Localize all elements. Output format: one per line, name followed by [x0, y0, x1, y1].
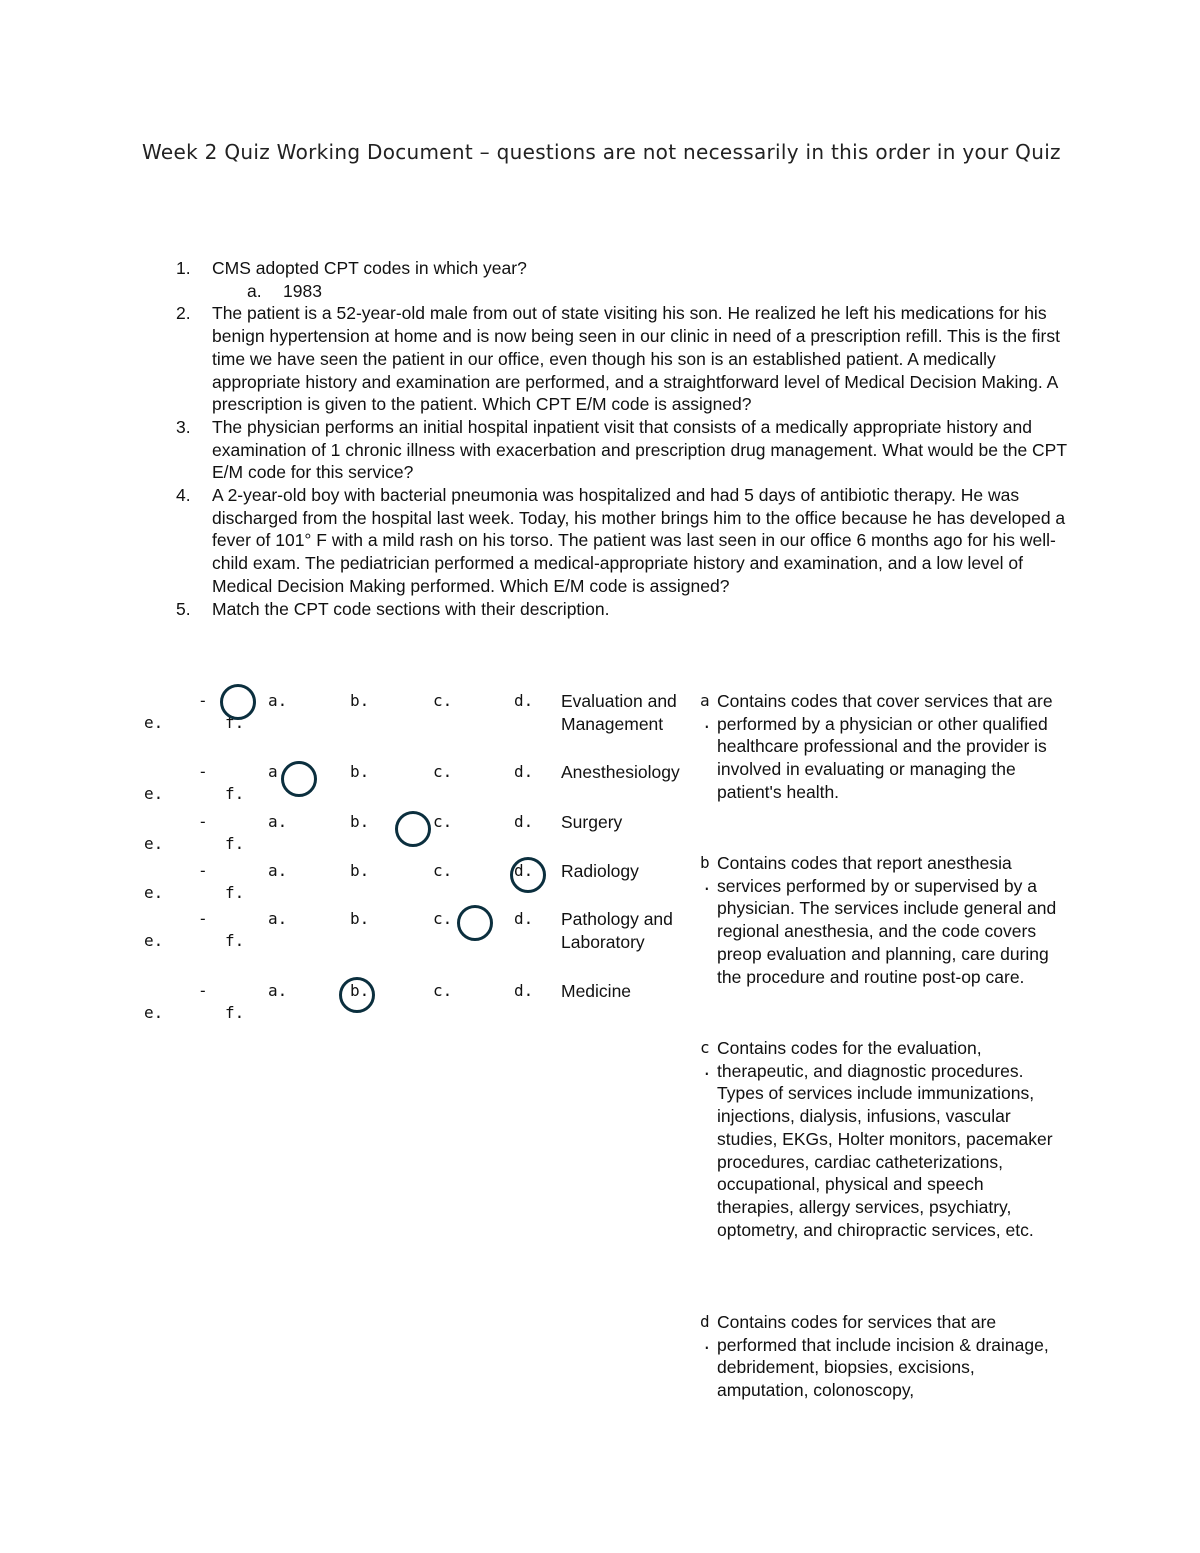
question-text: The physician performs an initial hospital inpatient visit that consists of a medically appropriate history and examination of 1 chronic illness with exacerbation and prescription drug management. What would be the CPT E/M code for this service?: [212, 416, 1067, 483]
option-c[interactable]: c.: [433, 691, 453, 710]
question-number: 3.: [176, 416, 191, 437]
option-dash: -: [198, 812, 208, 831]
question-number: 1.: [176, 258, 191, 278]
question-5: [0, 598, 1072, 621]
matching-row: [0, 761, 700, 811]
answer-text: 1983: [283, 280, 322, 301]
section-term: Medicine: [561, 981, 632, 1001]
description-text: Contains codes for services that are performed that include incision & drainage, debridement, biopsies, excisions, amputation, colonoscopy,: [717, 1312, 1049, 1401]
selection-circle: [457, 905, 493, 941]
option-d[interactable]: d.: [514, 691, 534, 710]
question-number: 2.: [176, 303, 191, 324]
matching-row: [0, 860, 700, 910]
option-c[interactable]: c.: [433, 812, 453, 831]
description-letter: b: [700, 853, 710, 872]
question-number: 4.: [176, 485, 191, 506]
option-c[interactable]: c.: [433, 909, 453, 928]
description-letter: a: [700, 691, 710, 710]
question-list: [0, 257, 1200, 620]
option-f[interactable]: f.: [225, 931, 245, 950]
option-b[interactable]: b.: [350, 861, 370, 880]
option-e[interactable]: e.: [144, 931, 164, 950]
description-text: Contains codes that report anesthesia services performed by or supervised by a physician. The services include general and regional anesthesia, and the code covers preop evaluation and planning, care during the procedure and routine post-op care.: [717, 853, 1057, 987]
question-2: [0, 302, 1072, 416]
question-4: [0, 484, 1072, 598]
matching-row: [0, 980, 700, 1030]
section-term: Pathology and Laboratory: [561, 909, 673, 952]
option-d[interactable]: d.: [514, 861, 534, 880]
answer-letter: a.: [247, 280, 262, 301]
option-d[interactable]: d.: [514, 762, 534, 781]
question-text: Match the CPT code sections with their description.: [212, 598, 610, 619]
description-letter: c: [700, 1038, 710, 1057]
option-f[interactable]: f.: [225, 784, 245, 803]
option-b[interactable]: b.: [350, 981, 370, 1000]
option-b[interactable]: b.: [350, 812, 370, 831]
option-dash: -: [198, 981, 208, 1000]
selection-circle: [339, 977, 375, 1013]
selection-circle: [220, 684, 256, 720]
description-dot: .: [702, 1060, 712, 1079]
description-text: Contains codes that cover services that are performed by a physician or other qualified healthcare professional and the provider is involved in evaluating or managing the patient's health.: [717, 691, 1053, 802]
option-a[interactable]: a.: [268, 981, 288, 1000]
description-dot: .: [702, 1334, 712, 1353]
option-f[interactable]: f.: [225, 834, 245, 853]
option-c[interactable]: c.: [433, 981, 453, 1000]
section-term: Surgery: [561, 812, 623, 832]
option-f[interactable]: f.: [225, 713, 245, 732]
option-b[interactable]: b.: [350, 691, 370, 710]
option-b[interactable]: b.: [350, 762, 370, 781]
option-d[interactable]: d.: [514, 909, 534, 928]
selection-circle: [510, 857, 546, 893]
option-dash: -: [198, 762, 208, 781]
matching-row: [0, 690, 700, 740]
section-term: Evaluation and Management: [561, 691, 677, 734]
document-title: Week 2 Quiz Working Document – questions are not necessarily in this order in your Quiz: [142, 140, 1061, 164]
description-text: Contains codes for the evaluation, therapeutic, and diagnostic procedures. Types of services include immunizations, injections, dialysis, infusions, vascular studies, EKGs, Holter monitors, pacemaker procedures, cardiac catheterizations, occupational, physical and speech therapies, allergy services, psychiatry, optometry, and chiropractic services, etc.: [717, 1038, 1053, 1240]
matching-row: [0, 811, 700, 861]
option-c[interactable]: c.: [433, 762, 453, 781]
option-d[interactable]: d.: [514, 812, 534, 831]
option-c[interactable]: c.: [433, 861, 453, 880]
question-text: A 2-year-old boy with bacterial pneumonia was hospitalized and had 5 days of antibiotic therapy. He was discharged from the hospital last week. Today, his mother brings him to the office because he has developed a fever of 101° F with a mild rash on his torso. The patient was last seen in our office 6 months ago for his well-child exam. The pediatrician performed a medical-appropriate history and examination, and a low level of Medical Decision Making performed. Which E/M code is assigned?: [212, 485, 1066, 596]
question-3: [0, 416, 1072, 484]
option-a[interactable]: a.: [268, 861, 288, 880]
answer-item: [0, 280, 1200, 303]
description-dot: .: [702, 875, 712, 894]
selection-circle: [281, 761, 317, 797]
question-1: [0, 257, 1072, 280]
section-term: Anesthesiology: [561, 762, 680, 782]
option-e[interactable]: e.: [144, 834, 164, 853]
option-e[interactable]: e.: [144, 713, 164, 732]
option-dash: -: [198, 861, 208, 880]
option-f[interactable]: f.: [225, 1003, 245, 1022]
matching-row: [0, 908, 700, 958]
option-b[interactable]: b.: [350, 909, 370, 928]
option-e[interactable]: e.: [144, 784, 164, 803]
option-dash: -: [198, 909, 208, 928]
option-dash: -: [198, 691, 208, 710]
option-a[interactable]: a.: [268, 909, 288, 928]
option-a[interactable]: a.: [268, 812, 288, 831]
option-f[interactable]: f.: [225, 883, 245, 902]
question-text: The patient is a 52-year-old male from out of state visiting his son. He realized he left his medications for his benign hypertension at home and is now being seen in our clinic in need of a prescription refill. This is the first time we have seen the patient in our office, even though his son is an established patient. A medically appropriate history and examination are performed, and a straightforward level of Medical Decision Making. A prescription is given to the patient. Which CPT E/M code is assigned?: [212, 303, 1060, 415]
option-a[interactable]: a.: [268, 762, 288, 781]
selection-circle: [395, 811, 431, 847]
description-letter: d: [700, 1312, 710, 1331]
option-e[interactable]: e.: [144, 1003, 164, 1022]
option-d[interactable]: d.: [514, 981, 534, 1000]
question-number: 5.: [176, 598, 191, 619]
description-dot: .: [702, 713, 712, 732]
question-text: CMS adopted CPT codes in which year?: [212, 258, 527, 278]
option-a[interactable]: a.: [268, 691, 288, 710]
section-term: Radiology: [561, 861, 639, 881]
option-e[interactable]: e.: [144, 883, 164, 902]
